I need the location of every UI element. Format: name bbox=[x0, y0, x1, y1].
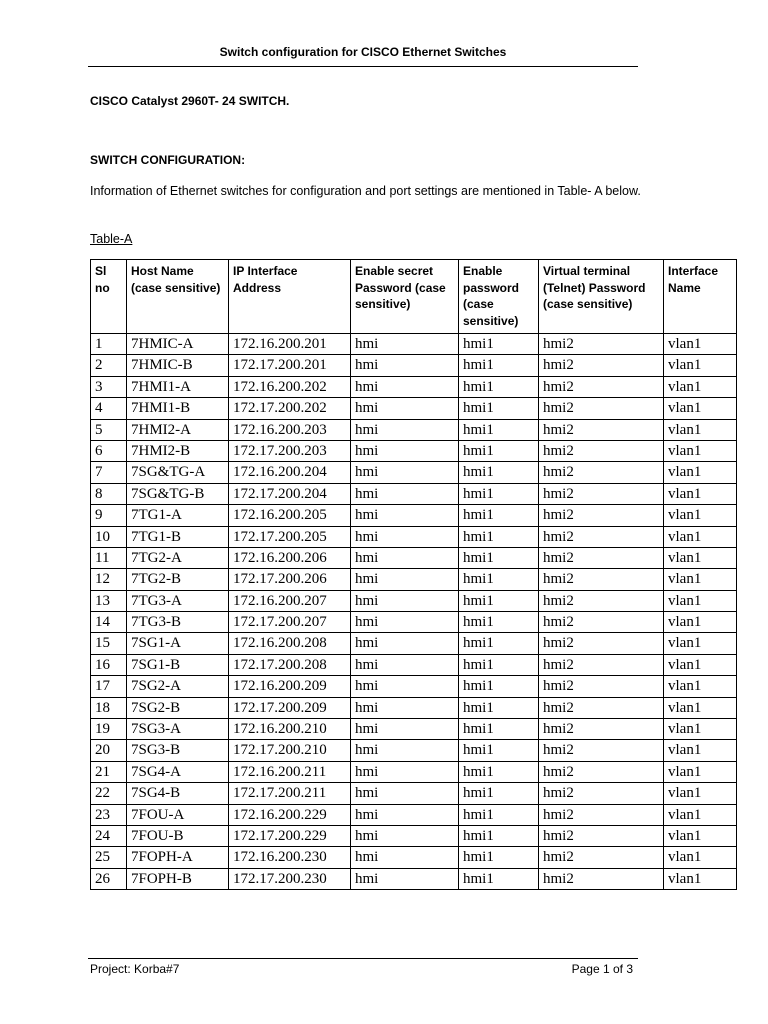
cell-enable-password: hmi1 bbox=[459, 740, 539, 761]
cell-host-name: 7SG2-A bbox=[127, 676, 229, 697]
table-row bbox=[91, 804, 737, 825]
header-divider bbox=[88, 66, 638, 67]
cell-host-name: 7SG&TG-B bbox=[127, 483, 229, 504]
cell-host-name: 7FOPH-B bbox=[127, 868, 229, 889]
cell-enable-secret: hmi bbox=[351, 547, 459, 568]
cell-enable-secret: hmi bbox=[351, 697, 459, 718]
intro-paragraph: Information of Ethernet switches for configuration and port settings are mentioned in Table- A below. bbox=[90, 184, 641, 198]
cell-sl-no: 7 bbox=[91, 462, 127, 483]
cell-sl-no: 19 bbox=[91, 719, 127, 740]
cell-host-name: 7TG2-B bbox=[127, 569, 229, 590]
cell-ip-address: 172.17.200.230 bbox=[229, 868, 351, 889]
cell-interface-name: vlan1 bbox=[664, 483, 737, 504]
cell-telnet-password: hmi2 bbox=[539, 569, 664, 590]
cell-enable-secret: hmi bbox=[351, 569, 459, 590]
cell-telnet-password: hmi2 bbox=[539, 355, 664, 376]
cell-sl-no: 24 bbox=[91, 825, 127, 846]
cell-sl-no: 21 bbox=[91, 761, 127, 782]
cell-interface-name: vlan1 bbox=[664, 868, 737, 889]
cell-enable-secret: hmi bbox=[351, 483, 459, 504]
cell-enable-secret: hmi bbox=[351, 419, 459, 440]
cell-interface-name: vlan1 bbox=[664, 355, 737, 376]
footer-divider bbox=[88, 958, 638, 959]
cell-ip-address: 172.16.200.208 bbox=[229, 633, 351, 654]
table-row bbox=[91, 654, 737, 675]
cell-interface-name: vlan1 bbox=[664, 612, 737, 633]
cell-ip-address: 172.17.200.211 bbox=[229, 783, 351, 804]
cell-telnet-password: hmi2 bbox=[539, 654, 664, 675]
cell-enable-password: hmi1 bbox=[459, 761, 539, 782]
cell-host-name: 7HMIC-B bbox=[127, 355, 229, 376]
table-row bbox=[91, 590, 737, 611]
cell-interface-name: vlan1 bbox=[664, 783, 737, 804]
cell-enable-secret: hmi bbox=[351, 868, 459, 889]
table-row bbox=[91, 825, 737, 846]
cell-enable-password: hmi1 bbox=[459, 719, 539, 740]
cell-enable-password: hmi1 bbox=[459, 355, 539, 376]
cell-telnet-password: hmi2 bbox=[539, 547, 664, 568]
table-row bbox=[91, 483, 737, 504]
table-row bbox=[91, 740, 737, 761]
cell-interface-name: vlan1 bbox=[664, 825, 737, 846]
cell-interface-name: vlan1 bbox=[664, 590, 737, 611]
cell-sl-no: 12 bbox=[91, 569, 127, 590]
switch-config-table bbox=[90, 259, 737, 890]
cell-host-name: 7HMI2-A bbox=[127, 419, 229, 440]
table-row bbox=[91, 783, 737, 804]
cell-sl-no: 3 bbox=[91, 376, 127, 397]
cell-interface-name: vlan1 bbox=[664, 526, 737, 547]
cell-ip-address: 172.16.200.204 bbox=[229, 462, 351, 483]
cell-ip-address: 172.16.200.209 bbox=[229, 676, 351, 697]
cell-enable-password: hmi1 bbox=[459, 505, 539, 526]
cell-host-name: 7TG1-B bbox=[127, 526, 229, 547]
cell-enable-password: hmi1 bbox=[459, 804, 539, 825]
cell-enable-secret: hmi bbox=[351, 719, 459, 740]
cell-ip-address: 172.16.200.201 bbox=[229, 334, 351, 355]
cell-enable-secret: hmi bbox=[351, 505, 459, 526]
cell-enable-password: hmi1 bbox=[459, 376, 539, 397]
cell-sl-no: 23 bbox=[91, 804, 127, 825]
cell-enable-password: hmi1 bbox=[459, 633, 539, 654]
cell-enable-secret: hmi bbox=[351, 676, 459, 697]
cell-telnet-password: hmi2 bbox=[539, 462, 664, 483]
cell-interface-name: vlan1 bbox=[664, 547, 737, 568]
cell-enable-password: hmi1 bbox=[459, 419, 539, 440]
cell-enable-secret: hmi bbox=[351, 847, 459, 868]
cell-sl-no: 20 bbox=[91, 740, 127, 761]
cell-interface-name: vlan1 bbox=[664, 462, 737, 483]
cell-sl-no: 22 bbox=[91, 783, 127, 804]
cell-interface-name: vlan1 bbox=[664, 804, 737, 825]
cell-telnet-password: hmi2 bbox=[539, 740, 664, 761]
cell-enable-password: hmi1 bbox=[459, 590, 539, 611]
cell-ip-address: 172.16.200.211 bbox=[229, 761, 351, 782]
cell-enable-secret: hmi bbox=[351, 633, 459, 654]
table-row bbox=[91, 376, 737, 397]
cell-telnet-password: hmi2 bbox=[539, 868, 664, 889]
cell-ip-address: 172.17.200.203 bbox=[229, 440, 351, 461]
cell-interface-name: vlan1 bbox=[664, 633, 737, 654]
cell-telnet-password: hmi2 bbox=[539, 376, 664, 397]
cell-telnet-password: hmi2 bbox=[539, 804, 664, 825]
cell-interface-name: vlan1 bbox=[664, 697, 737, 718]
column-header-host-name: Host Name (case sensitive) bbox=[127, 260, 229, 334]
table-row bbox=[91, 719, 737, 740]
cell-telnet-password: hmi2 bbox=[539, 697, 664, 718]
table-row bbox=[91, 569, 737, 590]
cell-sl-no: 14 bbox=[91, 612, 127, 633]
cell-interface-name: vlan1 bbox=[664, 740, 737, 761]
cell-enable-secret: hmi bbox=[351, 355, 459, 376]
cell-host-name: 7SG3-B bbox=[127, 740, 229, 761]
cell-ip-address: 172.17.200.206 bbox=[229, 569, 351, 590]
cell-ip-address: 172.17.200.210 bbox=[229, 740, 351, 761]
cell-host-name: 7SG&TG-A bbox=[127, 462, 229, 483]
cell-ip-address: 172.16.200.202 bbox=[229, 376, 351, 397]
cell-ip-address: 172.17.200.201 bbox=[229, 355, 351, 376]
table-row bbox=[91, 419, 737, 440]
cell-enable-password: hmi1 bbox=[459, 483, 539, 504]
cell-host-name: 7FOU-A bbox=[127, 804, 229, 825]
table-row bbox=[91, 612, 737, 633]
cell-ip-address: 172.16.200.205 bbox=[229, 505, 351, 526]
cell-telnet-password: hmi2 bbox=[539, 398, 664, 419]
cell-ip-address: 172.17.200.205 bbox=[229, 526, 351, 547]
cell-host-name: 7TG3-B bbox=[127, 612, 229, 633]
cell-interface-name: vlan1 bbox=[664, 419, 737, 440]
cell-sl-no: 13 bbox=[91, 590, 127, 611]
column-header-telnet-password: Virtual terminal (Telnet) Password (case sensitive) bbox=[539, 260, 664, 334]
cell-enable-secret: hmi bbox=[351, 761, 459, 782]
cell-telnet-password: hmi2 bbox=[539, 440, 664, 461]
cell-interface-name: vlan1 bbox=[664, 761, 737, 782]
cell-sl-no: 17 bbox=[91, 676, 127, 697]
cell-sl-no: 26 bbox=[91, 868, 127, 889]
table-row bbox=[91, 697, 737, 718]
cell-telnet-password: hmi2 bbox=[539, 633, 664, 654]
cell-ip-address: 172.16.200.206 bbox=[229, 547, 351, 568]
table-row bbox=[91, 847, 737, 868]
cell-interface-name: vlan1 bbox=[664, 440, 737, 461]
cell-sl-no: 9 bbox=[91, 505, 127, 526]
cell-telnet-password: hmi2 bbox=[539, 825, 664, 846]
cell-telnet-password: hmi2 bbox=[539, 419, 664, 440]
cell-enable-secret: hmi bbox=[351, 612, 459, 633]
column-header-enable-secret: Enable secret Password (case sensitive) bbox=[351, 260, 459, 334]
cell-enable-secret: hmi bbox=[351, 783, 459, 804]
cell-telnet-password: hmi2 bbox=[539, 783, 664, 804]
column-header-interface-name: Interface Name bbox=[664, 260, 737, 334]
table-body bbox=[91, 334, 737, 890]
table-row bbox=[91, 676, 737, 697]
cell-sl-no: 25 bbox=[91, 847, 127, 868]
cell-host-name: 7FOU-B bbox=[127, 825, 229, 846]
cell-ip-address: 172.17.200.204 bbox=[229, 483, 351, 504]
cell-host-name: 7SG4-B bbox=[127, 783, 229, 804]
cell-sl-no: 16 bbox=[91, 654, 127, 675]
cell-sl-no: 18 bbox=[91, 697, 127, 718]
cell-interface-name: vlan1 bbox=[664, 676, 737, 697]
cell-sl-no: 1 bbox=[91, 334, 127, 355]
cell-host-name: 7SG3-A bbox=[127, 719, 229, 740]
table-caption: Table-A bbox=[90, 232, 133, 246]
column-header-sl-no: Sl no bbox=[91, 260, 127, 334]
cell-enable-secret: hmi bbox=[351, 376, 459, 397]
cell-interface-name: vlan1 bbox=[664, 398, 737, 419]
cell-ip-address: 172.16.200.203 bbox=[229, 419, 351, 440]
table-row bbox=[91, 547, 737, 568]
cell-host-name: 7SG2-B bbox=[127, 697, 229, 718]
cell-interface-name: vlan1 bbox=[664, 719, 737, 740]
cell-enable-password: hmi1 bbox=[459, 676, 539, 697]
cell-host-name: 7TG3-A bbox=[127, 590, 229, 611]
page-header-title: Switch configuration for CISCO Ethernet Switches bbox=[219, 45, 507, 59]
cell-enable-secret: hmi bbox=[351, 740, 459, 761]
cell-ip-address: 172.17.200.202 bbox=[229, 398, 351, 419]
cell-enable-password: hmi1 bbox=[459, 547, 539, 568]
cell-host-name: 7TG1-A bbox=[127, 505, 229, 526]
footer-page-number: Page 1 of 3 bbox=[571, 962, 633, 976]
cell-sl-no: 10 bbox=[91, 526, 127, 547]
cell-enable-password: hmi1 bbox=[459, 612, 539, 633]
table-row bbox=[91, 462, 737, 483]
cell-enable-secret: hmi bbox=[351, 526, 459, 547]
cell-sl-no: 11 bbox=[91, 547, 127, 568]
cell-telnet-password: hmi2 bbox=[539, 761, 664, 782]
document-heading: CISCO Catalyst 2960T- 24 SWITCH. bbox=[90, 94, 290, 108]
cell-enable-password: hmi1 bbox=[459, 569, 539, 590]
table-header-row bbox=[91, 260, 737, 334]
cell-host-name: 7SG1-B bbox=[127, 654, 229, 675]
section-heading: SWITCH CONFIGURATION: bbox=[90, 153, 246, 167]
table-row bbox=[91, 334, 737, 355]
cell-telnet-password: hmi2 bbox=[539, 483, 664, 504]
cell-sl-no: 5 bbox=[91, 419, 127, 440]
cell-host-name: 7SG4-A bbox=[127, 761, 229, 782]
table-row bbox=[91, 505, 737, 526]
cell-interface-name: vlan1 bbox=[664, 505, 737, 526]
cell-ip-address: 172.16.200.207 bbox=[229, 590, 351, 611]
cell-enable-secret: hmi bbox=[351, 462, 459, 483]
cell-telnet-password: hmi2 bbox=[539, 612, 664, 633]
table-row bbox=[91, 355, 737, 376]
cell-sl-no: 2 bbox=[91, 355, 127, 376]
cell-telnet-password: hmi2 bbox=[539, 505, 664, 526]
cell-enable-password: hmi1 bbox=[459, 825, 539, 846]
table-row bbox=[91, 526, 737, 547]
cell-enable-secret: hmi bbox=[351, 804, 459, 825]
cell-enable-password: hmi1 bbox=[459, 783, 539, 804]
cell-enable-password: hmi1 bbox=[459, 462, 539, 483]
cell-interface-name: vlan1 bbox=[664, 334, 737, 355]
cell-interface-name: vlan1 bbox=[664, 654, 737, 675]
table-row bbox=[91, 633, 737, 654]
cell-interface-name: vlan1 bbox=[664, 376, 737, 397]
table-row bbox=[91, 398, 737, 419]
cell-enable-password: hmi1 bbox=[459, 526, 539, 547]
cell-ip-address: 172.17.200.207 bbox=[229, 612, 351, 633]
table-row bbox=[91, 868, 737, 889]
cell-enable-password: hmi1 bbox=[459, 440, 539, 461]
cell-enable-secret: hmi bbox=[351, 334, 459, 355]
cell-ip-address: 172.17.200.209 bbox=[229, 697, 351, 718]
cell-enable-password: hmi1 bbox=[459, 334, 539, 355]
table-row bbox=[91, 761, 737, 782]
cell-enable-secret: hmi bbox=[351, 654, 459, 675]
cell-host-name: 7HMIC-A bbox=[127, 334, 229, 355]
cell-ip-address: 172.16.200.210 bbox=[229, 719, 351, 740]
cell-enable-password: hmi1 bbox=[459, 847, 539, 868]
cell-enable-secret: hmi bbox=[351, 590, 459, 611]
column-header-ip-address: IP Interface Address bbox=[229, 260, 351, 334]
cell-host-name: 7FOPH-A bbox=[127, 847, 229, 868]
cell-host-name: 7TG2-A bbox=[127, 547, 229, 568]
cell-enable-password: hmi1 bbox=[459, 868, 539, 889]
cell-enable-password: hmi1 bbox=[459, 697, 539, 718]
cell-host-name: 7HMI1-B bbox=[127, 398, 229, 419]
cell-enable-password: hmi1 bbox=[459, 654, 539, 675]
cell-enable-password: hmi1 bbox=[459, 398, 539, 419]
cell-ip-address: 172.16.200.229 bbox=[229, 804, 351, 825]
table-row bbox=[91, 440, 737, 461]
cell-telnet-password: hmi2 bbox=[539, 847, 664, 868]
cell-host-name: 7HMI2-B bbox=[127, 440, 229, 461]
cell-enable-secret: hmi bbox=[351, 440, 459, 461]
cell-ip-address: 172.16.200.230 bbox=[229, 847, 351, 868]
cell-interface-name: vlan1 bbox=[664, 847, 737, 868]
column-header-enable-password: Enable password (case sensitive) bbox=[459, 260, 539, 334]
cell-ip-address: 172.17.200.208 bbox=[229, 654, 351, 675]
cell-host-name: 7HMI1-A bbox=[127, 376, 229, 397]
cell-telnet-password: hmi2 bbox=[539, 676, 664, 697]
cell-telnet-password: hmi2 bbox=[539, 526, 664, 547]
footer-project: Project: Korba#7 bbox=[90, 962, 180, 976]
cell-sl-no: 6 bbox=[91, 440, 127, 461]
cell-ip-address: 172.17.200.229 bbox=[229, 825, 351, 846]
cell-sl-no: 8 bbox=[91, 483, 127, 504]
cell-telnet-password: hmi2 bbox=[539, 590, 664, 611]
cell-sl-no: 4 bbox=[91, 398, 127, 419]
cell-telnet-password: hmi2 bbox=[539, 719, 664, 740]
cell-enable-secret: hmi bbox=[351, 825, 459, 846]
cell-enable-secret: hmi bbox=[351, 398, 459, 419]
cell-host-name: 7SG1-A bbox=[127, 633, 229, 654]
cell-interface-name: vlan1 bbox=[664, 569, 737, 590]
cell-sl-no: 15 bbox=[91, 633, 127, 654]
cell-telnet-password: hmi2 bbox=[539, 334, 664, 355]
